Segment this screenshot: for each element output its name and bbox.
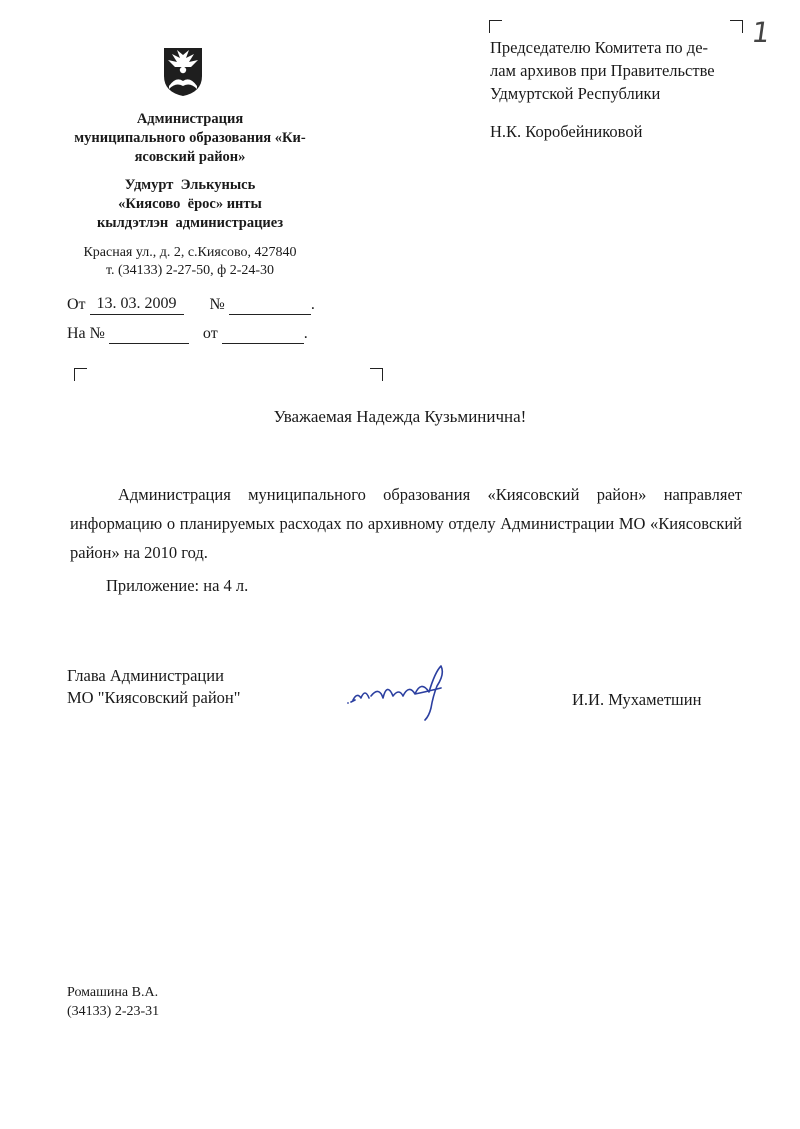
- salutation: Уважаемая Надежда Кузьминична!: [273, 407, 527, 426]
- org-address: [40, 244, 340, 280]
- reply-label: На №: [67, 325, 105, 342]
- org-name-russian: [40, 110, 340, 167]
- org-line: ясовский район»: [134, 149, 246, 165]
- signatory-title: [67, 665, 240, 709]
- page-number-mark: 1: [749, 16, 773, 49]
- executor-name: Ромашина В.А.: [67, 985, 159, 1000]
- org-line: «Киясово ёрос» инты: [118, 196, 262, 212]
- recipient-line: Председателю Комитета по де-: [490, 38, 709, 57]
- signatory-title-line: Глава Администрации: [67, 666, 224, 685]
- attachment-note: Приложение: на 4 л.: [106, 576, 249, 595]
- subject-corner-mark: [370, 368, 383, 381]
- reply-date: [222, 325, 304, 344]
- reply-reference: На № от .: [67, 325, 308, 342]
- from-label: От: [67, 296, 86, 313]
- outgoing-reference: От 13. 03. 2009 № .: [67, 295, 315, 313]
- executor-block: [67, 983, 159, 1021]
- coat-of-arms-icon: [160, 46, 206, 98]
- recipient-corner-mark: [730, 20, 743, 33]
- recipient-corner-mark: [489, 20, 502, 33]
- reply-number: [109, 325, 189, 344]
- signatory-title-line: МО "Киясовский район": [67, 688, 241, 707]
- letter-body: Администрация муниципального образования «Киясовский район» направляет информацию о планируемых расходах по архивному отделу Администрации МО «Киясовский район» на 2010 год.: [70, 485, 742, 562]
- signatory-name: И.И. Мухаметшин: [572, 690, 702, 709]
- org-line: кылдэтлэн администрациез: [96, 215, 284, 231]
- number-label: №: [209, 296, 225, 313]
- reply-from-label: от: [202, 325, 218, 342]
- outgoing-number: [229, 296, 311, 315]
- handwritten-signature: [345, 662, 465, 724]
- org-line: муниципального образования «Ки-: [74, 130, 306, 146]
- letter-date: 13. 03. 2009: [90, 294, 184, 315]
- recipient-line: лам архивов при Правительстве: [490, 61, 715, 80]
- subject-corner-mark: [74, 368, 87, 381]
- address-line: т. (34133) 2-27-50, ф 2-24-30: [105, 263, 275, 278]
- recipient-line: Удмуртской Республики: [490, 84, 661, 103]
- recipient-name: Н.К. Коробейниковой: [490, 122, 643, 141]
- address-line: Красная ул., д. 2, с.Киясово, 427840: [83, 245, 297, 260]
- recipient-block: [490, 36, 755, 105]
- executor-phone: (34133) 2-23-31: [67, 1004, 160, 1019]
- org-line: Удмурт Элькунысь: [124, 177, 256, 193]
- org-line: Администрация: [136, 111, 244, 127]
- org-name-udmurt: [40, 176, 340, 233]
